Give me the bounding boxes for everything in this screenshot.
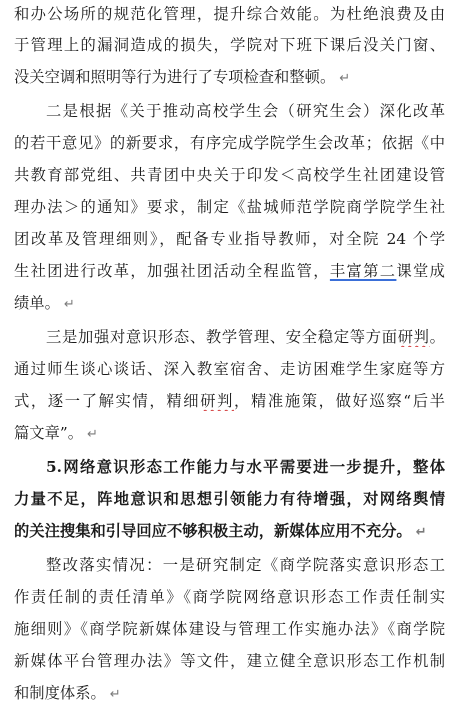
line-text: 没关空调和照明等行为进行了专项检查和整顿。 — [14, 68, 336, 86]
line-text: 和制度体系。 — [14, 684, 106, 702]
line-text: 5.网络意识形态工作能力与水平需要进一步提升，整体 — [46, 458, 445, 476]
line-text: 的关注搜集和引导回应不够积极主动，新媒体应用不充分。 — [14, 522, 412, 540]
text-line — [14, 133, 445, 153]
line-text: 绩单。 — [14, 294, 60, 312]
line-text: 团改革及管理细则》，配备专业指导教师，对全院 24 个学 — [14, 230, 445, 248]
text-line — [46, 555, 445, 575]
text-line — [46, 327, 445, 347]
text-line — [14, 165, 445, 185]
text-line — [14, 67, 445, 87]
line-text: 的若干意见》的新要求，有序完成学院学生会改革；依据《中 — [14, 134, 445, 152]
text-segment: 式，逐一了解实情，精细 — [14, 392, 201, 410]
line-text: 新媒体平台管理办法》等文件，建立健全意识形态工作机制 — [14, 652, 445, 670]
text-line — [14, 359, 445, 379]
line-text: 作责任制的责任清单》《商学院网络意识形态工作责任制实 — [14, 588, 445, 606]
text-line — [46, 457, 445, 477]
line-text: 施细则》《商学院新媒体建设与管理工作实施办法》《商学院 — [14, 620, 445, 638]
text-segment: ，精准施策，做好巡察“后半 — [234, 392, 445, 410]
line-text: 共教育部党组、共青团中央关于印发＜高校学生社团建设管 — [14, 166, 445, 184]
line-text: 理办法＞的通知》要求，制定《盐城师范学院商学院学生社 — [14, 198, 445, 216]
paragraph-mark-icon: ↵ — [87, 427, 98, 442]
text-line — [14, 391, 445, 411]
paragraph-mark-icon: ↵ — [415, 525, 427, 540]
paragraph-mark-icon: ↵ — [109, 687, 121, 702]
text-line — [14, 261, 445, 281]
text-line — [14, 4, 445, 24]
text-line — [46, 101, 445, 121]
line-text: 通过师生谈心谈话、深入教室宿舍、走访困难学生家庭等方 — [14, 360, 445, 378]
text-line — [14, 293, 445, 313]
line-text: 篇文章”。 — [14, 424, 84, 442]
text-line — [14, 35, 445, 55]
text-segment: 生社团进行改革，加强社团活动全程监管， — [14, 262, 330, 280]
marked-text: 研判 — [397, 328, 430, 346]
text-line — [14, 197, 445, 217]
text-line — [14, 521, 445, 541]
text-line — [14, 489, 445, 509]
text-segment: 。 — [429, 328, 445, 346]
text-segment: 课堂成 — [396, 262, 445, 280]
line-text: 整改落实情况：一是研究制定《商学院落实意识形态工 — [46, 556, 445, 574]
text-segment: 三是加强对意识形态、教学管理、安全稳定等方面 — [46, 328, 398, 346]
text-line — [14, 619, 445, 639]
line-text: 于管理上的漏洞造成的损失，学院对下班下课后没关门窗、 — [14, 36, 445, 54]
text-line — [14, 423, 445, 443]
marked-text: 研判 — [200, 392, 235, 410]
line-text: 二是根据《关于推动高校学生会（研究生会）深化改革 — [46, 102, 445, 120]
text-line — [14, 587, 445, 607]
line-text: 力量不足，阵地意识和思想引领能力有待增强，对网络舆情 — [14, 490, 445, 508]
text-line — [14, 651, 445, 671]
text-line — [14, 683, 445, 703]
line-text: 和办公场所的规范化管理，提升综合效能。为杜绝浪费及由 — [14, 5, 445, 23]
paragraph-mark-icon: ↵ — [339, 71, 351, 86]
marked-text: 丰富第二 — [329, 262, 397, 280]
text-line — [14, 229, 445, 249]
paragraph-mark-icon: ↵ — [63, 297, 75, 312]
